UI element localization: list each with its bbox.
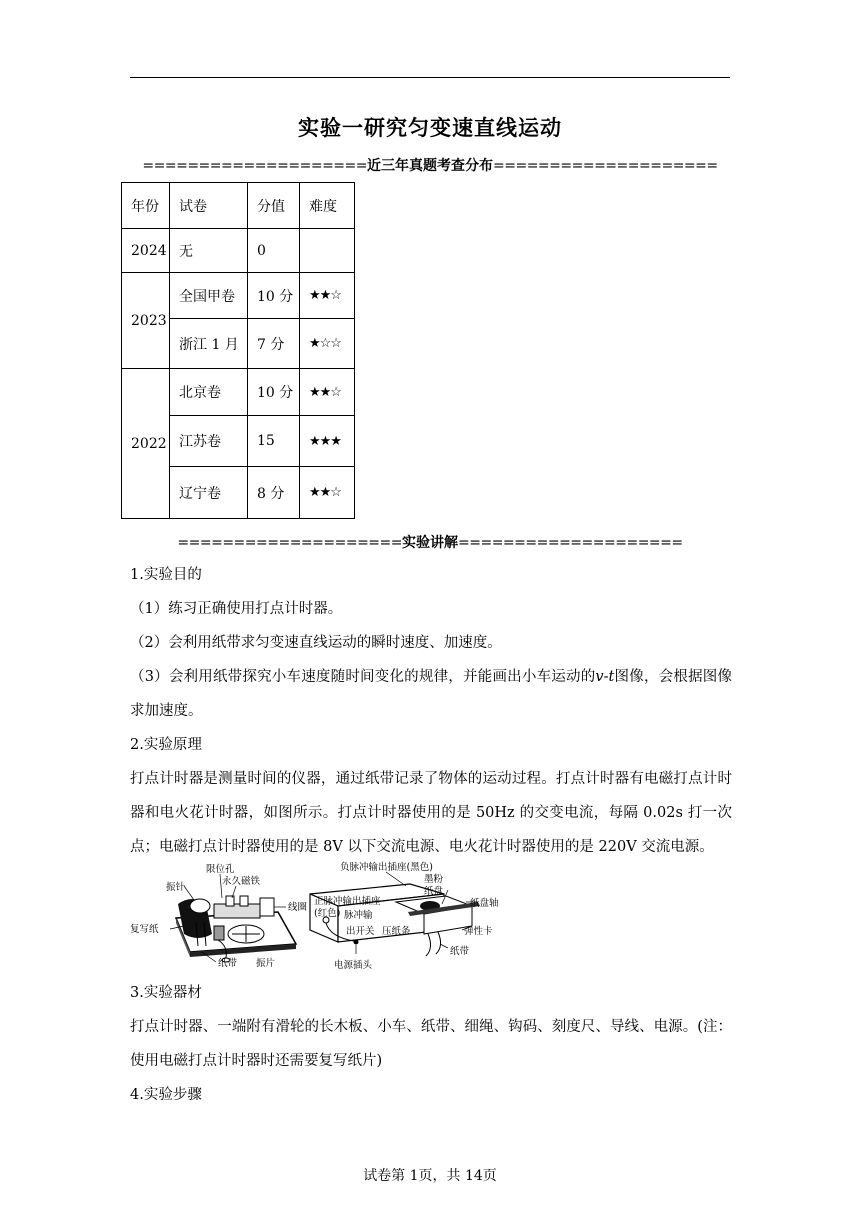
cell-paper: 浙江 1 月 [170, 319, 248, 369]
label-zhenzhen: 振针 [166, 882, 186, 893]
cell-paper: 全国甲卷 [170, 273, 248, 319]
section-equipment [130, 976, 732, 1112]
label-fuxiezhi: 复写纸 [130, 924, 159, 935]
principle-heading: 2.实验原理 [130, 737, 202, 753]
cell-difficulty: ★★☆ [300, 273, 355, 319]
section-divider-explanation [0, 532, 860, 552]
label-zhipan: 纸盘 [424, 886, 444, 897]
header-rule [130, 77, 730, 78]
cell-year: 2022 [122, 369, 170, 519]
divider-left: ==================== [142, 158, 367, 174]
section-divider-distribution [0, 155, 860, 175]
header-year: 年份 [122, 183, 170, 229]
equipment-heading: 3.实验器材 [130, 985, 202, 1001]
divider-left: ==================== [177, 535, 402, 551]
label-tanxingka: 弹性卡 [464, 926, 493, 937]
cell-score: 0 [248, 229, 300, 273]
header-paper: 试卷 [170, 183, 248, 229]
divider-right: ==================== [493, 158, 718, 174]
divider-label: 近三年真题考查分布 [367, 158, 493, 174]
purpose-item-3 [130, 660, 732, 728]
cell-difficulty [300, 229, 355, 273]
cell-paper: 无 [170, 229, 248, 273]
cell-paper: 辽宁卷 [170, 467, 248, 519]
label-zhidai1: 纸带 [218, 958, 238, 969]
cell-score: 7 分 [248, 319, 300, 369]
header-score: 分值 [248, 183, 300, 229]
purpose-item-3-b: 图像，会根据图像求加速度。 [130, 669, 732, 719]
label-yazhitiao: 压纸条 [382, 926, 411, 937]
label-yongjiu: 永久磁铁 [222, 876, 261, 887]
table-header-row [122, 183, 355, 229]
label-xianquan: 线圈 [288, 902, 308, 913]
label-xianweikong: 限位孔 [206, 864, 235, 875]
label-hongse: (红色) [314, 908, 341, 919]
page-footer: 试卷第 1页，共 14页 [363, 1168, 497, 1184]
purpose-item-3-a: （3）会利用纸带探究小车速度随时间变化的规律，并能画出小车运动的 [130, 669, 596, 685]
cell-paper: 北京卷 [170, 369, 248, 416]
purpose-heading: 1.实验目的 [130, 567, 202, 583]
cell-difficulty: ★☆☆ [300, 319, 355, 369]
cell-score: 8 分 [248, 467, 300, 519]
label-maichongshu: 脉冲输 [344, 910, 373, 921]
label-dianyuan: 电源插头 [334, 960, 373, 971]
divider-right: ==================== [458, 535, 683, 551]
principle-body: 打点计时器是测量时间的仪器，通过纸带记录了物体的运动过程。打点计时器有电磁打点计时器和电火花计时器，如图所示。打点计时器使用的是 50Hz 的交变电流，每隔 0.02s 打一次点；电磁打点计时器使用的是 8V 以下交流电源、电火花计时器使用的是 220V 交流电源。 [130, 771, 732, 855]
cell-year: 2024 [122, 229, 170, 273]
page-title: 实验一研究匀变速直线运动 [298, 115, 562, 140]
cell-paper: 江苏卷 [170, 416, 248, 467]
purpose-item-1: （1）练习正确使用打点计时器。 [130, 601, 343, 617]
table-row [122, 369, 355, 416]
divider-label: 实验讲解 [402, 535, 458, 551]
equipment-body: 打点计时器、一端附有滑轮的长木板、小车、纸带、细绳、钩码、刻度尺、导线、电源。(注：使用电磁打点计时器时还需要复写纸片) [130, 1019, 732, 1069]
cell-difficulty: ★★☆ [300, 467, 355, 519]
vt-symbol: v-t [595, 669, 615, 685]
exam-distribution-table [121, 182, 355, 519]
cell-score: 10 分 [248, 273, 300, 319]
label-mofen: 墨粉 [424, 874, 444, 885]
table-row [122, 229, 355, 273]
timer-figure [128, 860, 510, 972]
header-difficulty: 难度 [300, 183, 355, 229]
section-purpose [130, 558, 732, 864]
cell-score: 15 [248, 416, 300, 467]
cell-difficulty: ★★★ [300, 416, 355, 467]
cell-score: 10 分 [248, 369, 300, 416]
label-zhenpian: 振片 [256, 958, 276, 969]
label-zhipanzhou: 纸盘轴 [470, 898, 499, 909]
label-zhengmaichong: 正脉冲输出插座 [314, 896, 381, 907]
steps-heading: 4.实验步骤 [130, 1087, 202, 1103]
electromagnetic-timer-illustration [176, 896, 296, 962]
cell-year: 2023 [122, 273, 170, 369]
label-fumaichong: 负脉冲输出插座(黑色) [340, 862, 433, 873]
purpose-item-2: （2）会利用纸带求匀变速直线运动的瞬时速度、加速度。 [130, 635, 502, 651]
label-chukaiguan: 出开关 [346, 926, 375, 937]
cell-difficulty: ★★☆ [300, 369, 355, 416]
label-zhidai2: 纸带 [450, 946, 470, 957]
table-row [122, 273, 355, 319]
